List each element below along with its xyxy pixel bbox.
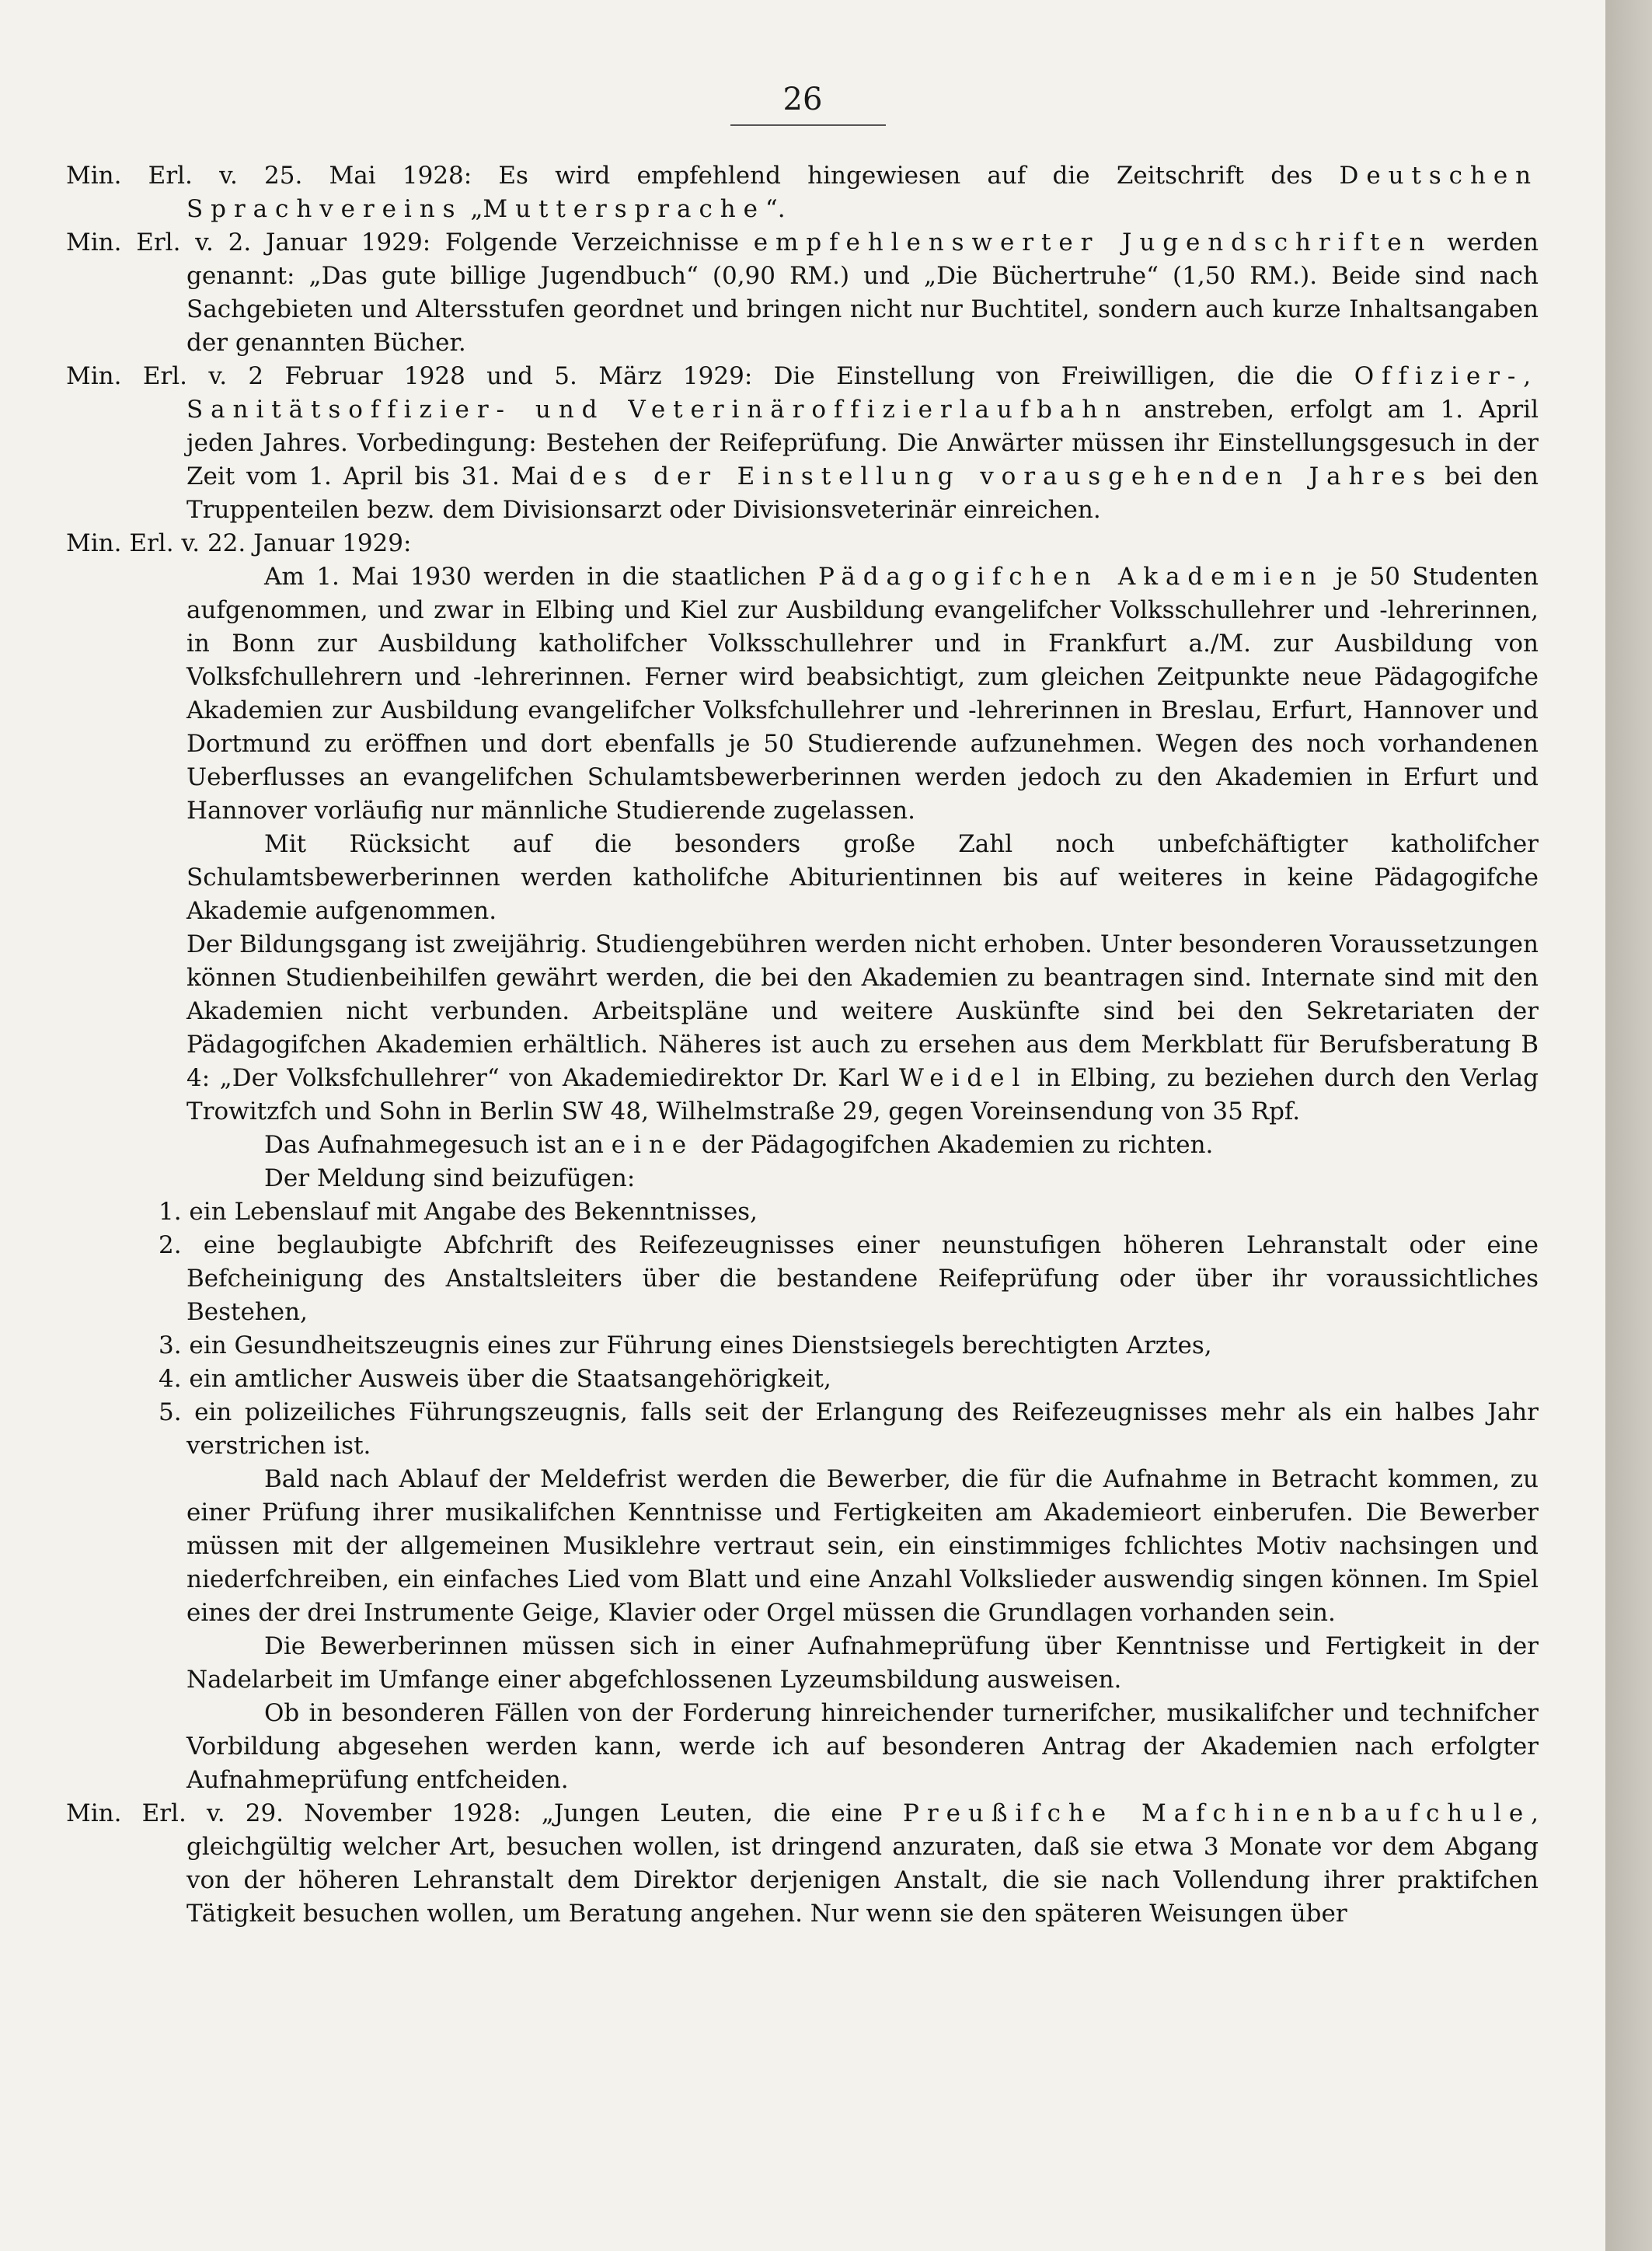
list-item: 5. ein polizeiliches Führungszeugnis, falls seit der Erlangung des Reifezeugnisses mehr als ein halbes Jahr verstrichen ist. bbox=[159, 1398, 1539, 1460]
list-item: 4. ein amtlicher Ausweis über die Staatsangehörigkeit, bbox=[159, 1365, 831, 1393]
emphasis-text: Pädagogifchen Akademien bbox=[817, 563, 1324, 591]
akademie-paragraph-6: Bald nach Ablauf der Meldefrist werden die Bewerber, die für die Aufnahme in Betracht kommen, zu einer Prüfung ihrer musikalifchen Kenntnisse und Fertigkeiten am Akademieort einberufen. Die Bewerber müssen mit der allgemeinen Musiklehre vertraut sein, ein einstimmiges fchlichtes Motiv nachsingen und niederfchreiben, ein einfaches Lied vom Blatt und eine Anzahl Volkslieder auswendig singen können. Im Spiel eines der drei Instrumente Geige, Klavier oder Orgel müssen die Grundlagen vorhanden sein. bbox=[186, 1465, 1539, 1627]
entry-jugendschriften: Min. Erl. v. 2. Januar 1929: Folgende Verzeichnisse empfehlenswerter Jugendschriften werden genannt: „Das gute billige Jugendbuch“ (0,90 RM.) und „Die Büchertruhe“ (1,50 RM.). Beide sind nach Sachgebieten und Altersstufen geordnet und bringen nicht nur Buchtitel, sondern auch kurze Inhaltsangaben der genannten Bücher. bbox=[66, 229, 1539, 357]
entry-heading: Min. Erl. v. 22. Januar 1929: bbox=[66, 529, 412, 557]
akademie-paragraph-7: Die Bewerberinnen müssen sich in einer Aufnahmeprüfung über Kenntnisse und Fertigkeit in der Nadelarbeit im Umfange einer abgefchlossenen Lyzeumsbildung ausweisen. bbox=[186, 1632, 1539, 1694]
page-number: 26 bbox=[782, 82, 823, 117]
entry-sprachverein: Min. Erl. v. 25. Mai 1928: Es wird empfehlend hingewiesen auf die Zeitschrift des Deutschen Sprachvereins „Muttersprache“. bbox=[66, 162, 1539, 223]
entry-heading: Min. Erl. v. 25. Mai 1928: bbox=[66, 162, 472, 190]
entry-heading: Min. Erl. v. 2 Februar 1928 und 5. März 1929: bbox=[66, 362, 753, 390]
entry-heading: Min. Erl. v. 2. Januar 1929: bbox=[66, 229, 431, 257]
emphasis-text: Offizier-, Sanitätsoffizier- und Veterinäroffizierlaufbahn bbox=[186, 362, 1539, 424]
akademie-paragraph-5: Der Meldung sind beizufügen: bbox=[264, 1164, 636, 1192]
emphasis-text: Muttersprache bbox=[483, 195, 765, 223]
akademie-paragraph-3: Der Bildungsgang ist zweijährig. Studiengebühren werden nicht erhoben. Unter besonderen Voraussetzungen können Studienbeihilfen gewährt werden, die bei den Akademien zu beantragen sind. Internate sind mit den Akademien nicht verbunden. Arbeitspläne und weitere Auskünfte sind bei den Sekretariaten der Pädagogifchen Akademien erhältlich. Näheres ist auch zu ersehen aus dem Merkblatt für Berufsberatung B 4: „Der Volksfchullehrer“ von Akademiedirektor Dr. Karl Weidel in Elbing, zu beziehen durch den Verlag Trowitzfch und Sohn in Berlin SW 48, Wilhelmstraße 29, gegen Voreinsendung von 35 Rpf. bbox=[186, 930, 1539, 1126]
entry-akademien-heading bbox=[66, 527, 1539, 560]
emphasis-text: Weidel bbox=[899, 1064, 1028, 1092]
emphasis-text: Deutschen Sprachvereins bbox=[186, 162, 1539, 223]
emphasis-text: eine bbox=[611, 1131, 695, 1159]
list-item: 1. ein Lebenslauf mit Angabe des Bekenntnisses, bbox=[159, 1198, 758, 1226]
emphasis-text: empfehlenswerter Jugendschriften bbox=[753, 229, 1433, 257]
akademie-paragraph-1: Am 1. Mai 1930 werden in die staatlichen Pädagogifchen Akademien je 50 Studenten aufgenommen, und zwar in Elbing und Kiel zur Ausbildung evangelifcher Volksschullehrer und -lehrerinnen, in Bonn zur Ausbildung katholifcher Volksschullehrer und in Frankfurt a./M. zur Ausbildung von Volksfchullehrern und -lehrerinnen. Ferner wird beabsichtigt, zum gleichen Zeitpunkte neue Pädagogifche Akademien zur Ausbildung evangelifcher Volksfchullehrer und -lehrerinnen in Breslau, Erfurt, Hannover und Dortmund zu eröffnen und dort ebenfalls je 50 Studierende aufzunehmen. Wegen des noch vorhandenen Ueberflusses an evangelifchen Schulamtsbewerberinnen werden jedoch zu den Akademien in Erfurt und Hannover vorläufig nur männliche Studierende zugelassen. bbox=[186, 563, 1539, 825]
akademie-paragraph-8: Ob in besonderen Fällen von der Forderung hinreichender turnerifcher, musikalifcher und technifcher Vorbildung abgesehen werden kann, werde ich auf besonderen Antrag der Akademien nach erfolgter Aufnahmeprüfung entfcheiden. bbox=[186, 1699, 1539, 1794]
document-body bbox=[66, 159, 1539, 1931]
emphasis-text: Preußifche Mafchinenbaufchule bbox=[903, 1799, 1532, 1827]
list-item: 2. eine beglaubigte Abfchrift des Reifezeugnisses einer neunstufigen höheren Lehranstalt oder eine Befcheinigung des Anstaltsleiters über die bestandene Reifeprüfung oder über ihr voraussichtliches Bestehen, bbox=[159, 1231, 1539, 1326]
akademie-paragraph-2: Mit Rücksicht auf die besonders große Zahl noch unbefchäftigter katholifcher Schulamtsbewerberinnen werden katholifche Abiturientinnen bis auf weiteres in keine Pädagogifche Akademie aufgenommen. bbox=[186, 830, 1539, 925]
entry-freiwillige: Min. Erl. v. 2 Februar 1928 und 5. März 1929: Die Einstellung von Freiwilligen, die die Offizier-, Sanitätsoffizier- und Veterinäroffizierlaufbahn anstreben, erfolgt am 1. April jeden Jahres. Vorbedingung: Bestehen der Reifeprüfung. Die Anwärter müssen ihr Einstellungsgesuch in der Zeit vom 1. April bis 31. Mai des der Einstellung vorausgehenden Jahres bei den Truppenteilen bezw. dem Divisionsarzt oder Divisionsveterinär einreichen. bbox=[66, 362, 1539, 524]
entry-maschinenbauschule: Min. Erl. v. 29. November 1928: „Jungen Leuten, die eine Preußifche Mafchinenbaufchule, gleichgültig welcher Art, besuchen wollen, ist dringend anzuraten, daß sie etwa 3 Monate vor dem Abgang von der höheren Lehranstalt dem Direktor derjenigen Anstalt, die sie nach Vollendung ihrer praktifchen Tätigkeit besuchen wollen, um Beratung angehen. Nur wenn sie den späteren Weisungen über bbox=[66, 1799, 1539, 1928]
scan-edge bbox=[1605, 0, 1652, 2251]
entry-heading: Min. Erl. v. 29. November 1928: bbox=[66, 1799, 521, 1827]
emphasis-text: des der Einstellung vorausgehenden Jahres bbox=[569, 462, 1434, 490]
header-rule bbox=[730, 124, 886, 126]
list-item: 3. ein Gesundheitszeugnis eines zur Führung eines Dienstsiegels berechtigten Arztes, bbox=[159, 1331, 1212, 1359]
akademie-paragraph-4: Das Aufnahmegesuch ist an eine der Pädagogifchen Akademien zu richten. bbox=[264, 1131, 1214, 1159]
